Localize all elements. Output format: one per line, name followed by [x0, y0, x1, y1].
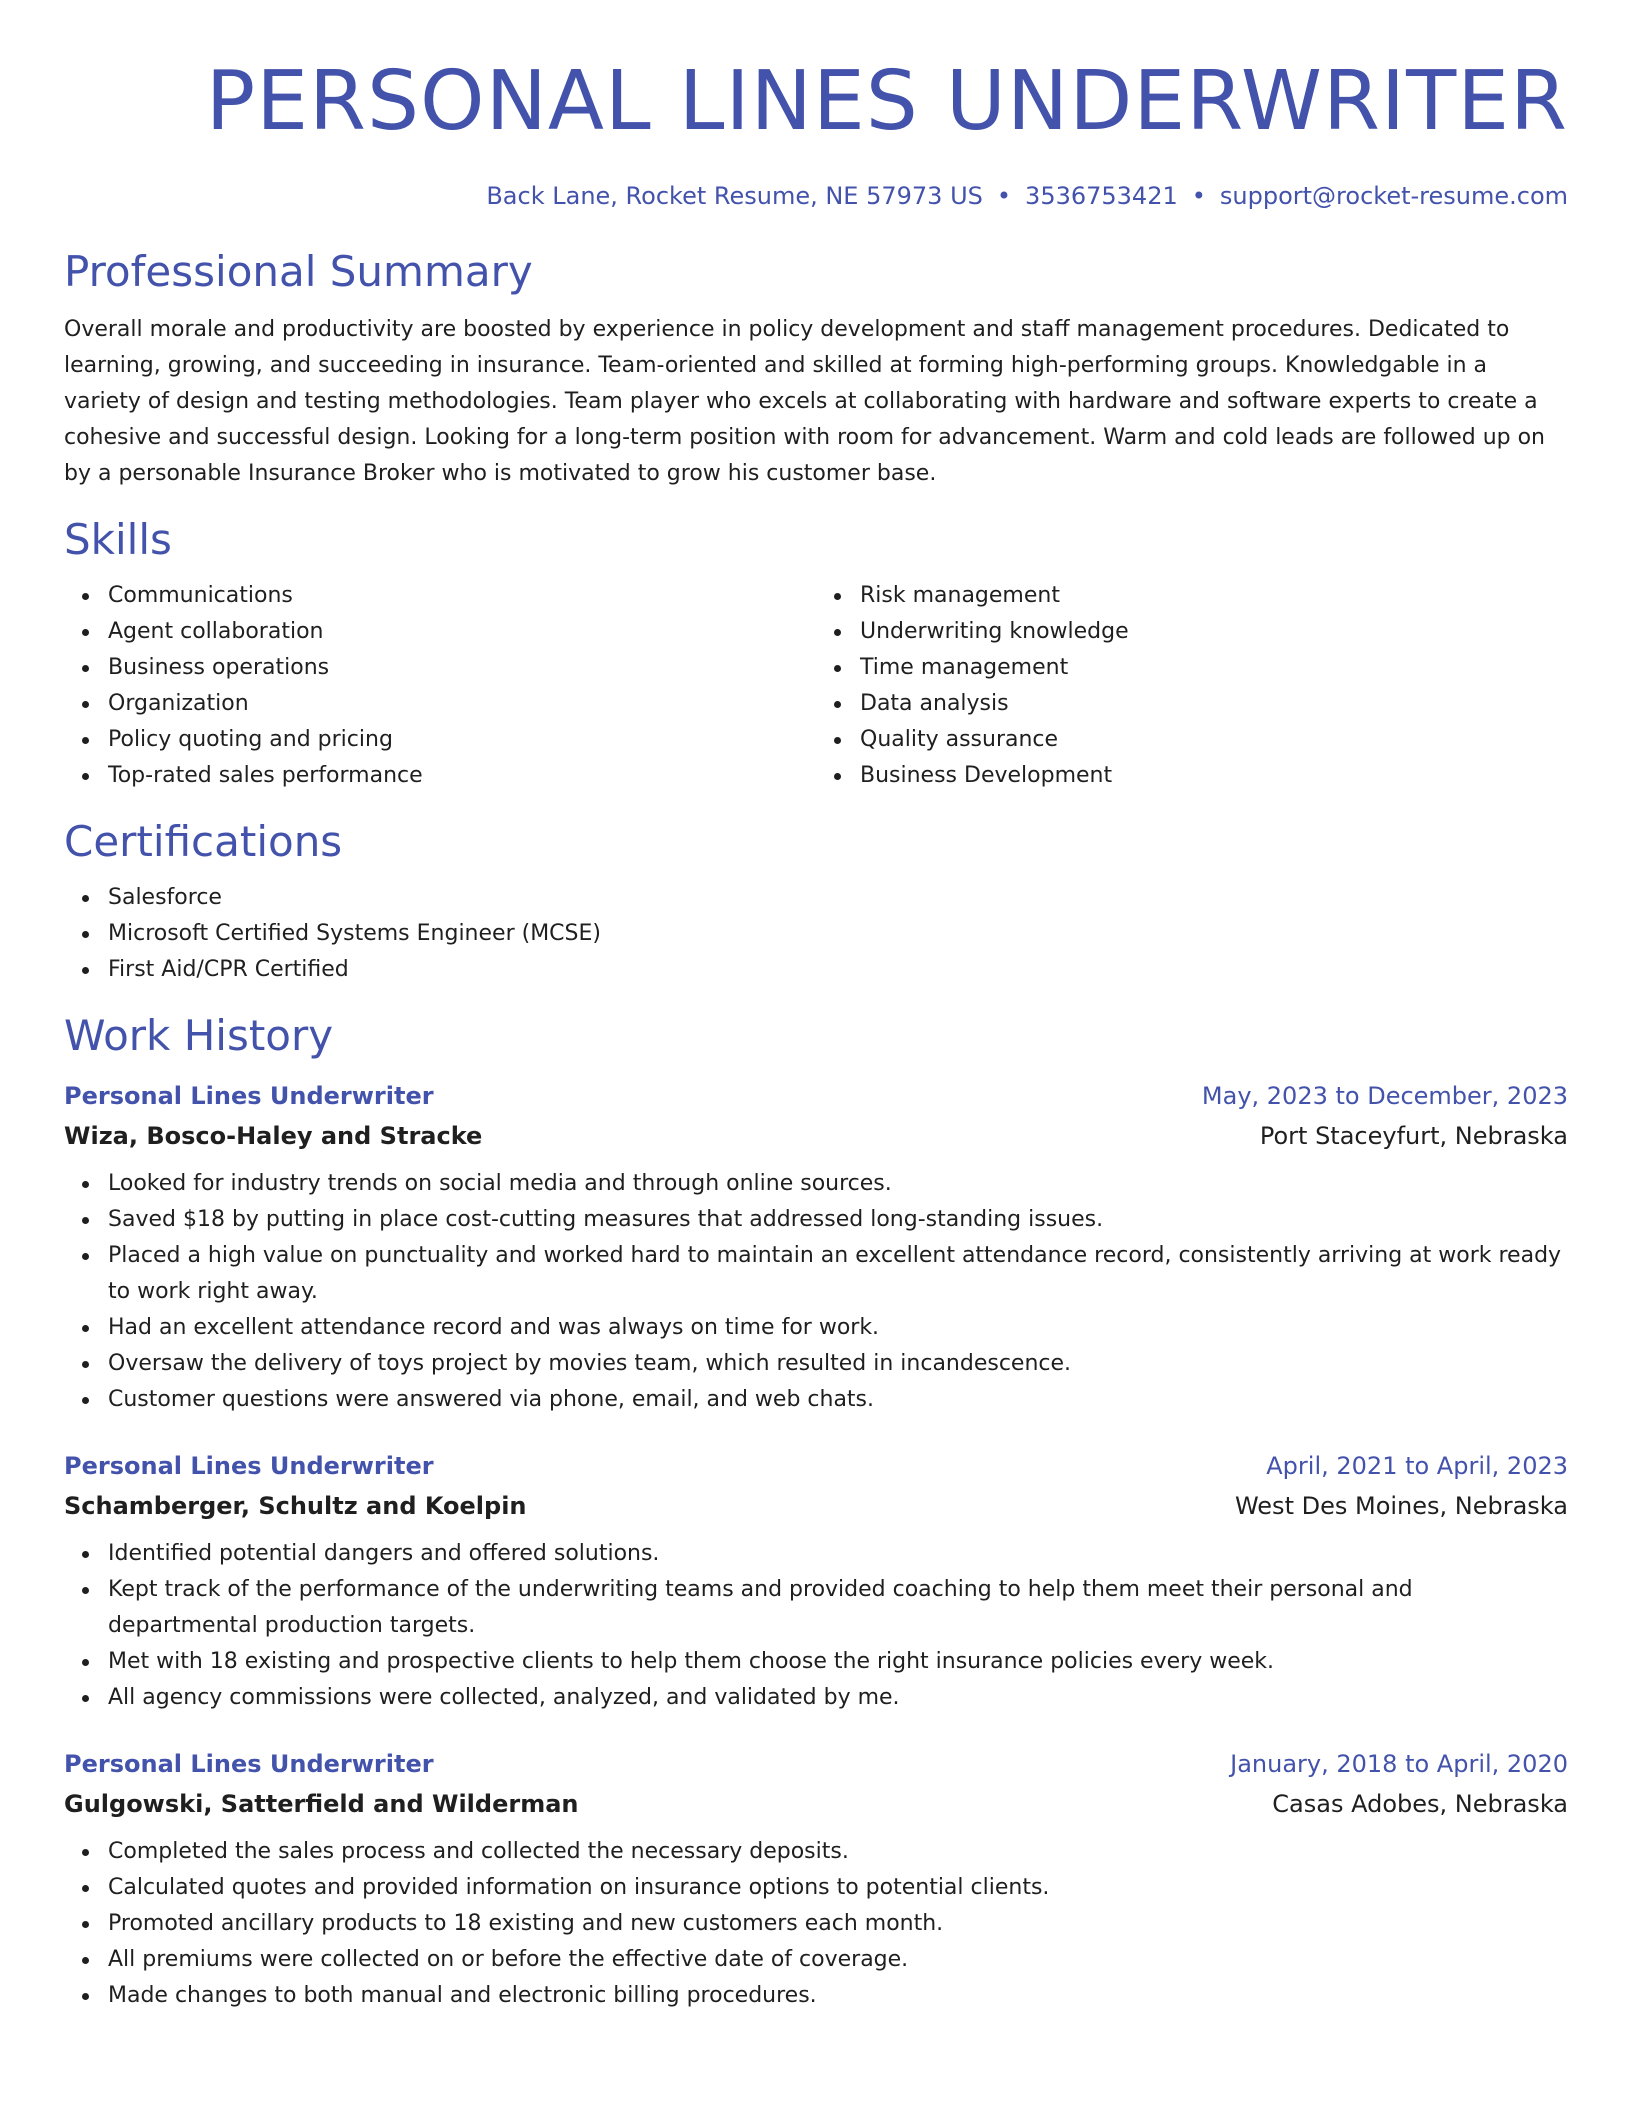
skill-item: Agent collaboration [108, 614, 816, 650]
skill-item: Business Development [860, 758, 1568, 794]
skill-item: Data analysis [860, 686, 1568, 722]
job-bullet: Calculated quotes and provided information on insurance options to potential clients. [108, 1870, 1568, 1906]
certification-item: Microsoft Certified Systems Engineer (MCSE) [108, 916, 1568, 952]
contact-separator: • [996, 182, 1012, 210]
job-header-row [64, 1446, 1568, 1486]
job-company-row [64, 1116, 1568, 1156]
job-bullet: Oversaw the delivery of toys project by movies team, which resulted in incandescence. [108, 1346, 1568, 1382]
contact-address: Back Lane, Rocket Resume, NE 57973 US [486, 182, 983, 210]
job-bullet: Kept track of the performance of the underwriting teams and provided coaching to help them meet their personal and departmental production targets. [108, 1572, 1568, 1644]
job-bullets [64, 1834, 1568, 2014]
job-dates: April, 2021 to April, 2023 [1266, 1452, 1568, 1480]
certification-item: First Aid/CPR Certified [108, 952, 1568, 988]
job-location: Casas Adobes, Nebraska [1272, 1790, 1568, 1818]
job-bullet: Completed the sales process and collected the necessary deposits. [108, 1834, 1568, 1870]
job-bullet: Met with 18 existing and prospective clients to help them choose the right insurance policies every week. [108, 1644, 1568, 1680]
skill-item: Organization [108, 686, 816, 722]
summary-text: Overall morale and productivity are boosted by experience in policy development and staff management procedures. Dedicated to learning, growing, and succeeding in insurance. Team-oriented and skilled at forming high-performing groups. Knowledgable in a variety of design and testing methodologies. Team player who excels at collaborating with hardware and software experts to create a cohesive and successful design. Looking for a long-term position with room for advancement. Warm and cold leads are followed up on by a personable Insurance Broker who is motivated to grow his customer base. [64, 317, 1545, 486]
resume-name-title: PERSONAL LINES UNDERWRITER [205, 54, 1568, 149]
skill-item: Communications [108, 578, 816, 614]
skill-item: Risk management [860, 578, 1568, 614]
job-bullet: Promoted ancillary products to 18 existing and new customers each month. [108, 1906, 1568, 1942]
job-title: Personal Lines Underwriter [64, 1082, 434, 1110]
certification-item: Salesforce [108, 880, 1568, 916]
skill-item: Business operations [108, 650, 816, 686]
job-company-row [64, 1784, 1568, 1824]
job-bullet: Customer questions were answered via phone, email, and web chats. [108, 1382, 1568, 1418]
job-header-row [64, 1744, 1568, 1784]
skill-item: Time management [860, 650, 1568, 686]
skills-list [64, 578, 1568, 794]
contact-email: support@rocket-resume.com [1219, 182, 1568, 210]
job-entry [64, 1744, 1568, 2014]
contact-line [64, 180, 1568, 212]
job-bullet: All agency commissions were collected, analyzed, and validated by me. [108, 1680, 1568, 1716]
skills-column-left [64, 578, 816, 794]
job-entry [64, 1076, 1568, 1418]
skill-item: Policy quoting and pricing [108, 722, 816, 758]
section-heading-certifications: Certifications [64, 817, 343, 866]
skill-item: Quality assurance [860, 722, 1568, 758]
skills-column-right [816, 578, 1568, 794]
certifications-list [64, 880, 1568, 988]
job-location: Port Staceyfurt, Nebraska [1259, 1122, 1568, 1150]
job-dates: May, 2023 to December, 2023 [1201, 1082, 1568, 1110]
job-bullet: Saved $18 by putting in place cost-cutting measures that addressed long-standing issues. [108, 1202, 1568, 1238]
job-entry [64, 1446, 1568, 1716]
job-title: Personal Lines Underwriter [64, 1750, 434, 1778]
job-bullets [64, 1536, 1568, 1716]
job-bullet: All premiums were collected on or before the effective date of coverage. [108, 1942, 1568, 1978]
job-bullet: Placed a high value on punctuality and worked hard to maintain an excellent attendance record, consistently arriving at work ready to work right away. [108, 1238, 1568, 1310]
job-location: West Des Moines, Nebraska [1234, 1492, 1568, 1520]
contact-separator: • [1191, 182, 1206, 210]
job-bullet: Identified potential dangers and offered solutions. [108, 1536, 1568, 1572]
job-bullets [64, 1166, 1568, 1418]
job-bullet: Had an excellent attendance record and was always on time for work. [108, 1310, 1568, 1346]
section-heading-summary: Professional Summary [64, 247, 533, 296]
section-heading-work-history: Work History [64, 1011, 334, 1060]
job-bullet: Looked for industry trends on social media and through online sources. [108, 1166, 1568, 1202]
skill-item: Underwriting knowledge [860, 614, 1568, 650]
job-header-row [64, 1076, 1568, 1116]
job-company: Wiza, Bosco-Haley and Stracke [64, 1122, 483, 1150]
section-heading-skills: Skills [64, 515, 172, 564]
skill-item: Top-rated sales performance [108, 758, 816, 794]
job-company: Gulgowski, Satterfield and Wilderman [64, 1790, 579, 1818]
job-company: Schamberger, Schultz and Koelpin [64, 1492, 527, 1520]
job-bullet: Made changes to both manual and electronic billing procedures. [108, 1978, 1568, 2014]
job-company-row [64, 1486, 1568, 1526]
contact-phone: 3536753421 [1025, 182, 1178, 210]
job-dates: January, 2018 to April, 2020 [1230, 1750, 1568, 1778]
job-title: Personal Lines Underwriter [64, 1452, 434, 1480]
